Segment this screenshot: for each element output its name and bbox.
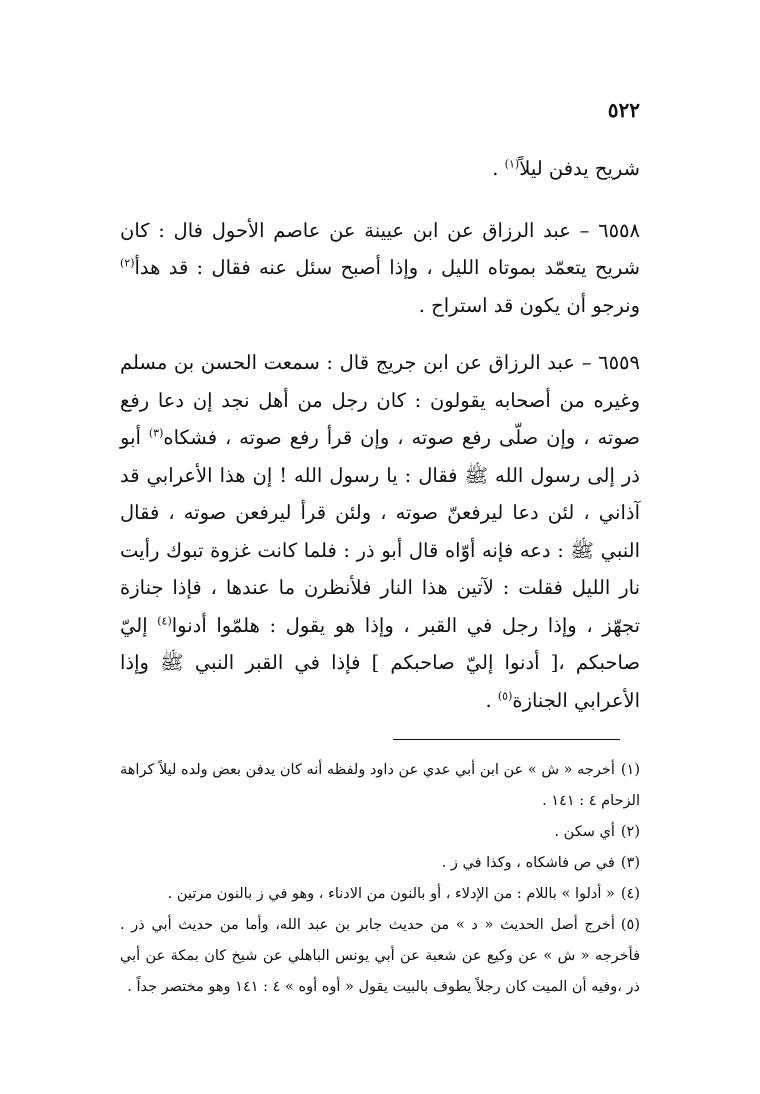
footnote-text: في ص فاشكاه ، وكذا في ز .: [441, 855, 615, 871]
footnote-text: « أدلوا » باللام : من الإدلاء ، أو بالنون من الادناء ، وهو في ز بالنون مرتين .: [167, 886, 615, 902]
footnote-text: أي سكن .: [554, 824, 615, 840]
paragraph-text: ٦٥٥٩ – عبد الرزاق عن ابن جريج قال : سمعت الحسن بن مسلم وغيره من أصحابه يقولون : كان رجل من أهل نجد إن دعا رفع صوته ، وإن صلّى رفع صوته ، وإن قرأ رفع صوته ، فشكاه: [120, 351, 640, 449]
paragraph-tail: إليّ صاحبكم ،[ أدنوا إليّ صاحبكم ] فإذا في القبر النبي ﷺ وإذا الأعرابي الجنازة: [120, 613, 640, 712]
footnote-item: [120, 817, 640, 848]
paragraph-6558: [120, 212, 640, 325]
paragraph-tail: أبو ذر إلى رسول الله ﷺ فقال : يا رسول الله ! إن هذا الأعرابي قد آذاني ، لئن دعا ليرفعنّ صوته ، ولئن قرأ ليرفعن صوته ، فقال النبي ﷺ : دعه فإنه أوّاه قال أبو ذر : فلما كانت غزوة تبوك رأيت نار الليل فقلت : لآتين هذا النار فلأنظرن ما عندها ، فإذا جنازة تجهّز ، وإذا رجل في القبر ، وإذا هو يقول : هلمّوا أدنوا: [120, 426, 640, 637]
paragraph-tail: .: [492, 157, 505, 180]
main-text: [120, 150, 640, 739]
paragraph-tail: ونرجو أن يكون قد استراح .: [418, 293, 640, 317]
footnote-item: [120, 848, 640, 879]
footnote-marker: (٥): [497, 689, 513, 702]
footnote-marker: (١): [504, 157, 520, 171]
footnotes: [120, 755, 640, 1003]
page-number: ٥٢٢: [607, 98, 640, 122]
footnote-marker: (٢): [120, 256, 135, 270]
footnote-number: (٢): [620, 824, 640, 840]
footnote-number: (١): [620, 762, 640, 778]
footnote-marker: (٣): [148, 426, 164, 440]
footnote-number: (٣): [620, 855, 640, 871]
footnote-marker: (٤): [157, 614, 172, 627]
footnote-item: [120, 879, 640, 910]
paragraph-text: ٦٥٥٨ – عبد الرزاق عن ابن عيينة عن عاصم الأحول فال : كان شريح يتعمّد بموتاه الليل ، وإذا أصبح سئل عنه فقال : قد هدأ: [120, 218, 640, 279]
paragraph-tail: .: [485, 688, 498, 712]
footnote-text: أخرج أصل الحديث « د » من حديث جابر بن عبد الله، وأما من حديث أبي ذر . فأخرجه « ش » عن وكيع عن شعبة عن أبي يونس الباهلي عن شيخ كان بمكة عن أبي ذر ،وفيه أن الميت كان رجلاً يطوف بالبيت يقول « أوه أوه » ٤ : ١٤١ وهو مختصر جداً .: [120, 917, 640, 995]
footnote-number: (٥): [620, 917, 640, 933]
footnote-text: أخرجه « ش » عن ابن أبي عدي عن داود ولفظه أنه كان يدفن بعض ولده ليلاً كراهة الزحام ٤ : ١٤١ .: [120, 762, 640, 809]
footnote-number: (٤): [620, 886, 640, 902]
paragraph-text: شريح يدفن ليلاً: [519, 157, 640, 180]
footnote-separator: [393, 739, 620, 740]
footnote-item: [120, 910, 640, 1003]
paragraph-intro: [120, 150, 640, 188]
footnote-item: [120, 755, 640, 817]
paragraph-6559: [120, 344, 640, 719]
